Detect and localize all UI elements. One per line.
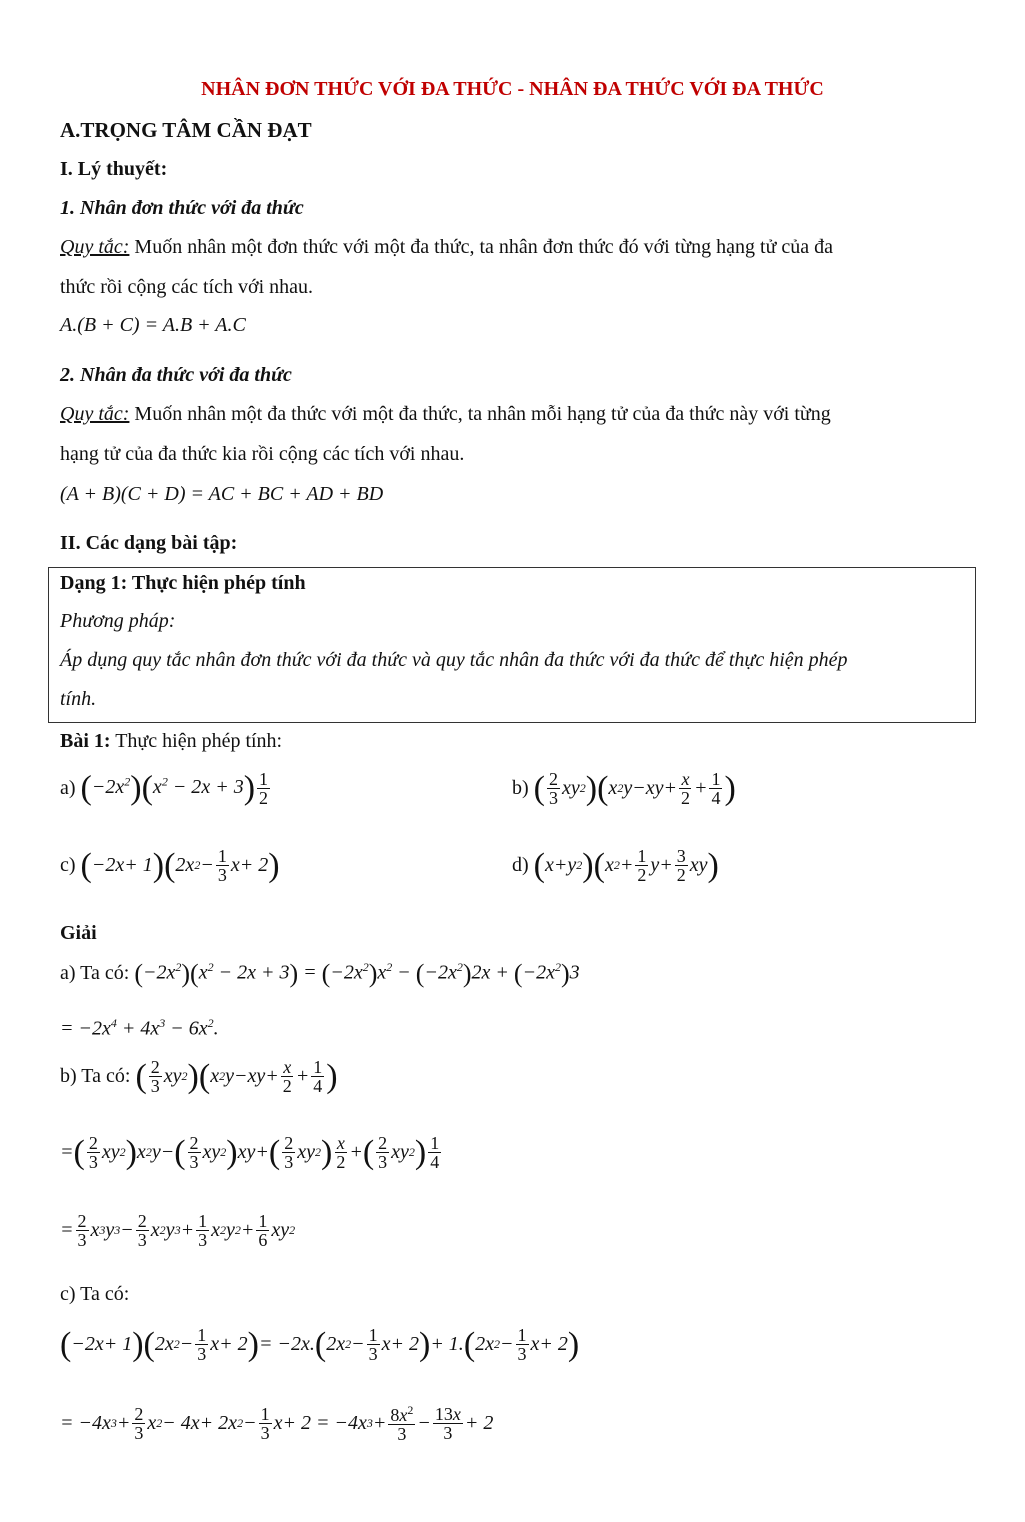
page-title: NHÂN ĐƠN THỨC VỚI ĐA THỨC - NHÂN ĐA THỨC VỚI ĐA THỨC (201, 78, 824, 100)
problem-b (512, 770, 736, 807)
method-text2: tính. (60, 688, 97, 710)
rule2-label: Quy tắc: (60, 403, 130, 425)
rule1-heading: 1. Nhân đơn thức với đa thức (60, 197, 304, 219)
exercises-heading: II. Các dạng bài tập: (60, 532, 238, 554)
solution-c-line2: = −4 x 3 + $\frac{2}{3}$ x 2 − 4 x + 2 x 2 − $\frac{1}{3}$ x + 2 = −4 x 3 + $\frac{8x^2}{3}$ − $\frac{13x}{3}$ + 2 (60, 1403, 494, 1444)
rule1-label: Quy tắc: (60, 236, 130, 258)
rule1-line1 (60, 236, 833, 259)
solution-b-line3: = $\frac{2}{3}$ x 3 y 3 − $\frac{2}{3}$ x 2 y 3 + $\frac{1}{3}$ x 2 y 2 + $\frac{1}{6}$ xy 2 (60, 1211, 296, 1250)
method-label: Phương pháp: (60, 610, 176, 632)
solution-heading: Giải (60, 922, 97, 944)
bai1-label: Bài 1: (60, 730, 111, 752)
method-text1: Áp dụng quy tắc nhân đơn thức với đa thức và quy tắc nhân đa thức với đa thức để thực hiện phép (60, 649, 848, 671)
solution-b-expr1: ( $\frac{2}{3}$ xy 2 ) ( x 2 y − xy + $\frac{x}{2}$ + $\frac{1}{4}$ ) (135, 1057, 338, 1096)
rule2-line2: hạng tử của đa thức kia rồi cộng các tích với nhau. (60, 443, 465, 465)
problem-c-label: c) (60, 854, 76, 876)
solution-b-line2: = ( $\frac{2}{3}$ xy 2 ) x 2 y − ( $\frac{2}{3}$ xy 2 ) xy + ( $\frac{2}{3}$ xy 2 ) $\frac{x}{2}$ + ( $\frac{2}{3}$ xy 2 ) $\frac{1}{4}$ (60, 1133, 440, 1172)
solution-b-line1 (60, 1058, 338, 1095)
problem-d-label: d) (512, 854, 529, 876)
problem-c (60, 847, 280, 884)
problem-c-expr: ( −2 x + 1 ) ( 2 x 2 − $\frac{1}{3}$ x + 2 ) (80, 846, 280, 885)
problem-a-label: a) (60, 777, 76, 799)
rule2-text1: Muốn nhân một đa thức với một đa thức, ta nhân mỗi hạng tử của đa thức này với từng (129, 403, 831, 425)
solution-b-intro: b) Ta có: (60, 1065, 131, 1087)
rule1-formula (60, 314, 246, 337)
problem-d (512, 847, 719, 884)
rule2-line1 (60, 403, 831, 426)
solution-a-line2: = $-2x^4 + 4x^3 - 6x^2$. (60, 1016, 219, 1040)
solution-c-intro: c) Ta có: (60, 1283, 130, 1305)
problem-b-expr: ( $\frac{2}{3}$ xy 2 ) ( x 2 y − xy + $\frac{x}{2}$ + $\frac{1}{4}$ ) (533, 769, 736, 808)
bai1-line (60, 730, 282, 753)
rule2-formula: (A + B)(C + D) = AC + BC + AD + BD (60, 483, 384, 505)
type1-heading: Dạng 1: Thực hiện phép tính (60, 572, 306, 594)
section-a-heading: A.TRỌNG TÂM CẦN ĐẠT (60, 118, 312, 142)
solution-a-line1 (60, 960, 580, 987)
solution-a-expr1: $(-2x^2)(x^2 - 2x + 3) = (-2x^2)x^2 - (-2x^2)2x + (-2x^2)3$ (134, 959, 580, 989)
problem-d-expr: ( x + y 2 ) ( x 2 + $\frac{1}{2}$ y + $\frac{3}{2}$ xy ) (533, 846, 719, 885)
rule1-text1: Muốn nhân một đơn thức với một đa thức, ta nhân đơn thức đó với từng hạng tử của đa (129, 236, 834, 258)
problem-b-label: b) (512, 777, 529, 799)
rule1-line2: thức rồi cộng các tích với nhau. (60, 276, 313, 298)
bai1-text: Thực hiện phép tính: (110, 730, 283, 752)
problem-a (60, 770, 272, 807)
solution-a-intro: a) Ta có: (60, 962, 130, 985)
rule1-formula-text: A.(B + C) = A.B + A.C (60, 314, 246, 336)
solution-c-line1: ( −2 x + 1 ) ( 2 x 2 − $\frac{1}{3}$ x + 2 ) = −2 x . ( 2 x 2 − $\frac{1}{3}$ x + 2 ) + 1. ( 2 x 2 − $\frac{1}{3}$ x + 2 ) (60, 1325, 580, 1364)
problem-a-expr: $(-2x^2)(x^2 - 2x + 3)$ $\frac{1}{2}$ (80, 769, 269, 808)
rule2-heading: 2. Nhân đa thức với đa thức (60, 364, 292, 386)
theory-heading: I. Lý thuyết: (60, 158, 168, 180)
